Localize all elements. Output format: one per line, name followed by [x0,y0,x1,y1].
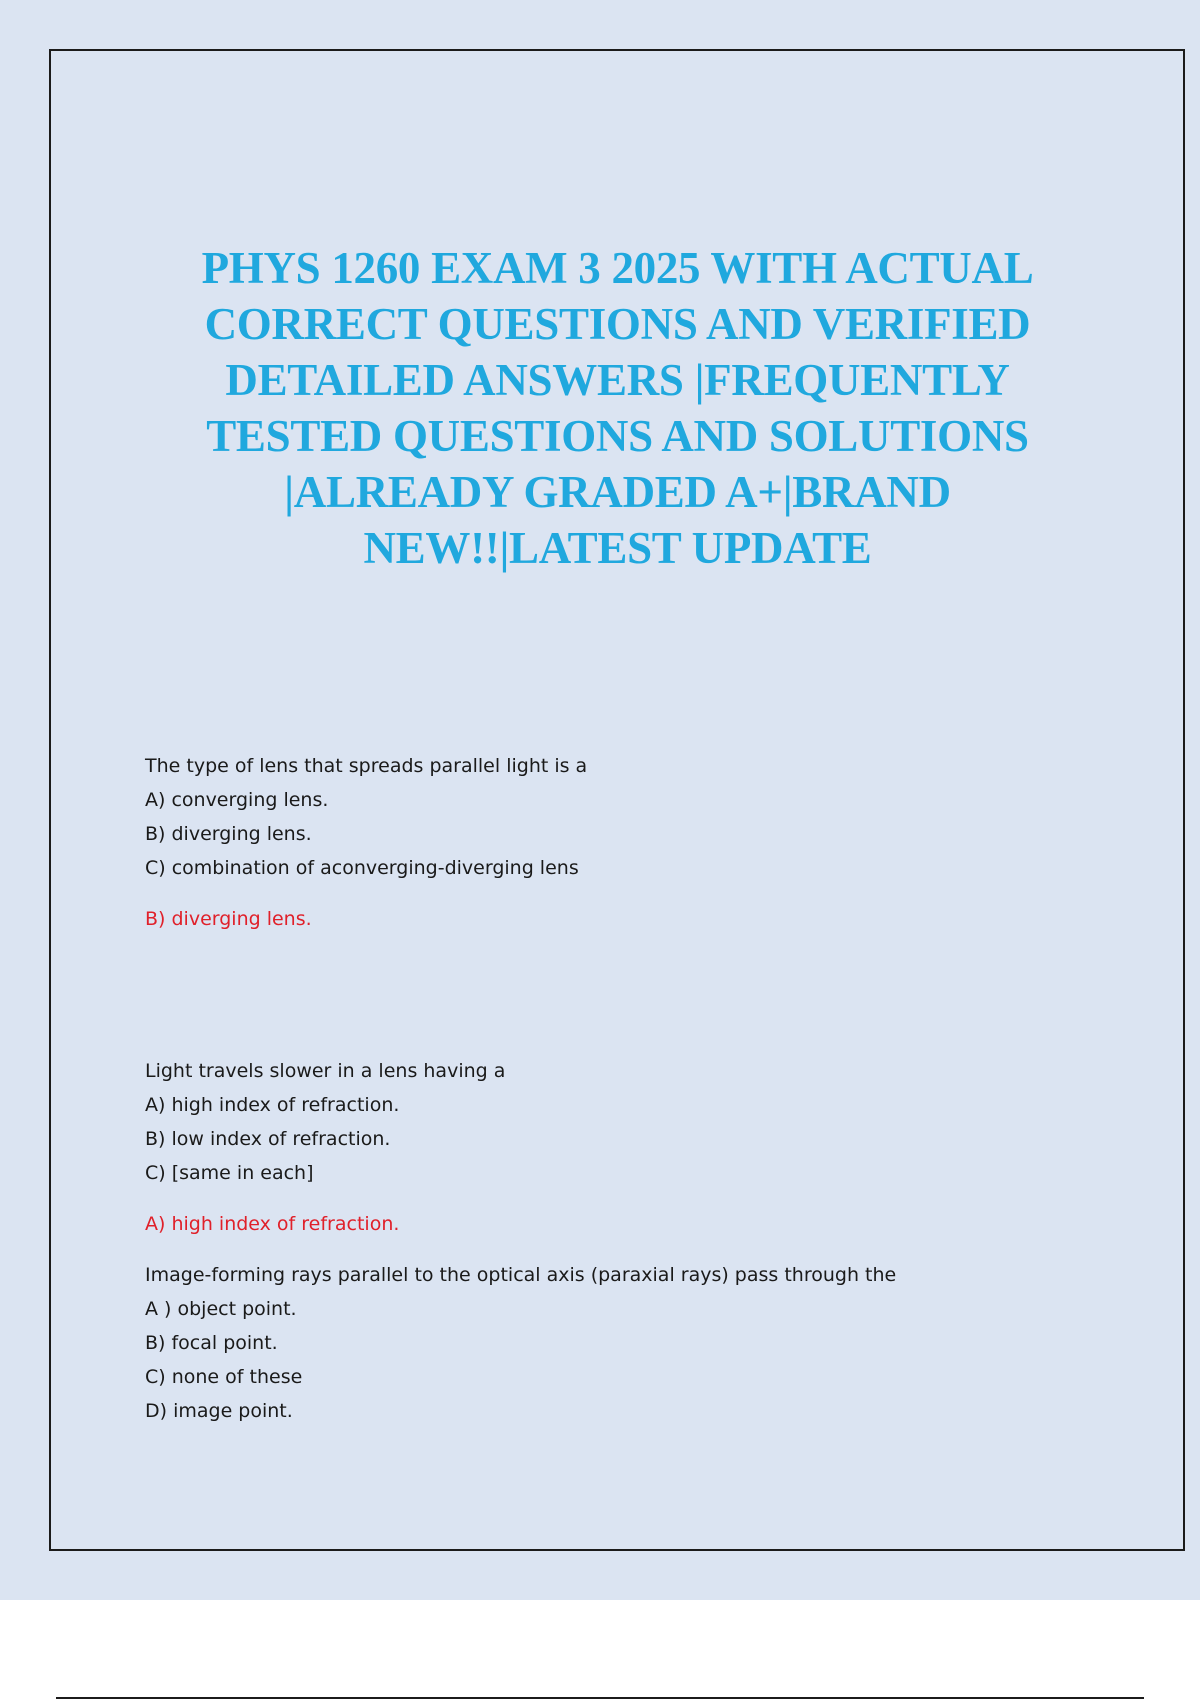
question-prompt: Light travels slower in a lens having a [145,1060,506,1082]
answer-option: C) none of these [145,1366,303,1388]
answer-option: A) converging lens. [145,789,329,811]
answer-option: B) focal point. [145,1332,278,1354]
correct-answer: B) diverging lens. [145,908,312,930]
answer-option: D) image point. [145,1400,293,1422]
document-title: PHYS 1260 EXAM 3 2025 WITH ACTUAL CORRECT QUESTIONS AND VERIFIED DETAILED ANSWERS |FREQUENTLY TESTED QUESTIONS AND SOLUTIONS |ALREADY GRADED A+|BRAND NEW!!|LATEST UPDATE [201,243,1034,573]
answer-option: B) low index of refraction. [145,1128,391,1150]
answer-option: B) diverging lens. [145,823,312,845]
answer-option: C) combination of aconverging-diverging lens [145,857,579,879]
answer-option: C) [same in each] [145,1162,314,1184]
question-block-1 [145,749,1045,936]
question-block-3 [145,1258,1045,1428]
question-prompt: The type of lens that spreads parallel light is a [145,755,588,777]
answer-option: A ) object point. [145,1298,297,1320]
answer-option: A) high index of refraction. [145,1094,400,1116]
correct-answer: A) high index of refraction. [145,1213,400,1235]
question-block-2 [145,1054,1045,1241]
question-prompt: Image-forming rays parallel to the optical axis (paraxial rays) pass through the [145,1264,897,1286]
footer-rule [56,1697,1144,1699]
